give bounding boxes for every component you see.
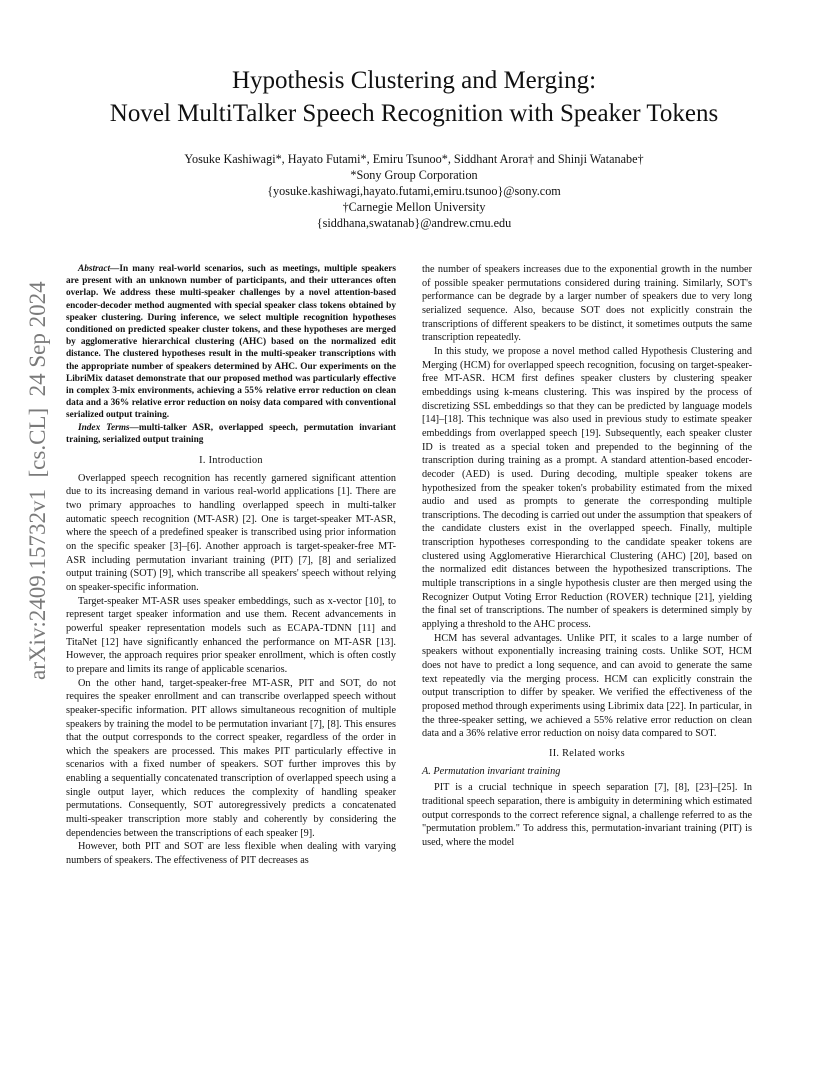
title-line-1: Hypothesis Clustering and Merging:	[231, 67, 597, 94]
arxiv-identifier-stamp	[18, 270, 52, 690]
section-heading-related-works: II. Related works	[549, 747, 625, 759]
author-block	[60, 151, 768, 231]
left-column	[66, 263, 396, 868]
author-names: Yosuke Kashiwagi*, Hayato Futami*, Emiru Tsunoo*, Siddhant Arora† and Shinji Watanabe†	[184, 152, 644, 166]
intro-paragraph-7: HCM has several advantages. Unlike PIT, it scales to a large number of speakers without exponentially increasing training costs. Unlike SOT, HCM does not have to predict a long sequence, and can avoid to generate the same text repeatedly via the merging process. HCM can explicitly constrain the output transcription to differ by speaker. We verified the effectiveness of the proposed method through experiments using Librimix data [22]. In particular, in the three-speaker setting, we achieved a 55% relative error reduction on clean data and a 36% relative error reduction on noisy data compared to SOT.	[422, 632, 752, 740]
abstract	[66, 263, 396, 422]
subsection-heading-pit: A. Permutation invariant training	[422, 765, 561, 777]
related-paragraph-1: PIT is a crucial technique in speech separation [7], [8], [23]–[25]. In traditional speech separation, there is ambiguity in determining which estimated output corresponds to the correct reference signal, a challenge referred to as the "permutation problem." To address this, permutation-invariant training (PIT) is used, where the model	[422, 782, 752, 848]
title-line-2: Novel MultiTalker Speech Recognition with Speaker Tokens	[109, 100, 719, 127]
section-heading-introduction: I. Introduction	[199, 455, 263, 467]
email-cmu: {siddhana,swatanab}@andrew.cmu.edu	[316, 216, 512, 230]
email-sony: {yosuke.kashiwagi,hayato.futami,emiru.tsunoo}@sony.com	[267, 184, 561, 198]
paper-title	[60, 64, 768, 130]
arxiv-id-text: arXiv:2409.15732v1 [cs.CL] 24 Sep 2024	[25, 281, 50, 680]
affiliation-sony: *Sony Group Corporation	[350, 168, 478, 182]
affiliation-cmu: †Carnegie Mellon University	[342, 200, 486, 214]
intro-paragraph-4: However, both PIT and SOT are less flexible when dealing with varying numbers of speakers. The effectiveness of PIT decreases as	[66, 841, 396, 867]
index-terms	[66, 422, 396, 446]
intro-paragraph-5: the number of speakers increases due to the exponential growth in the number of possible speaker permutations considered during training. Similarly, SOT's performance can be degrade by a larger number of speakers due to very long serialized sequence. Also, because SOT does not explicitly constrain the transcriptions of different speakers to be distinct, it sometimes outputs the same transcription repeatedly.	[422, 264, 752, 344]
intro-paragraph-3: On the other hand, target-speaker-free MT-ASR, PIT and SOT, do not requires the speaker enrollment and can transcribe overlapped speech without speaker-specific information. PIT allows simultaneous recognition of multiple speakers by training the model to be permutation invariant [7], [8]. This ensures that the output corresponds to the correct speaker, regardless of the order in which the speakers are processed. This makes PIT particularly effective in scenarios with a fixed number of speakers. SOT further improves this by enabling a sequentially concatenated transcription of overlapped speech using a single output layer, which reduces the complexity of handling speaker permutations. Consequently, SOT autoregressively predicts a concatenated multi-speaker transcription more stably and coherently by considering the dependencies between the transcriptions of each speaker [9].	[66, 677, 396, 839]
abstract-label: Abstract—	[78, 264, 120, 274]
intro-paragraph-6: In this study, we propose a novel method called Hypothesis Clustering and Merging (HCM) for overlapped speech recognition, focusing on target-speaker-free MT-ASR. HCM first defines speaker clusters by clustering speaker embeddings using k-means clustering. This was inspired by the process of discretizing SSL embeddings so that they can be predicted by language models [14]–[18]. This technique was also used in previous study to estimate speaker embeddings from overlapped speech [19]. Subsequently, each speaker cluster ID is treated as a special token and prepended to the beginning of the transcription during training as a prompt. A standard attention-based encoder-decoder (AED) is used. During decoding, multiple speaker tokens are hypothesized from the speaker token's probability estimated from the mixed audio and used as prompts to generate the corresponding multiple transcriptions. The decoding is carried out under the assumption that speakers of the candidate clusters exist in the overlapped speech. Finally, multiple transcription hypotheses corresponding to the candidate speaker tokens are clustered using Agglomerative Hierarchical Clustering (AHC) [20], based on the normalized edit distances between the hypothesized transcriptions. The multiple transcriptions in a single hypothesis cluster are then merged using the Recognizer Output Voting Error Reduction (ROVER) technique [21], yielding the final set of transcriptions. The number of speakers is determined simply by applying a threshold to the AHC process.	[422, 345, 753, 631]
intro-paragraph-2: Target-speaker MT-ASR uses speaker embeddings, such as x-vector [10], to represent target speaker information and use them. Recent advancements in powerful speaker representation models such as ECAPA-TDNN [11] and TitaNet [12] have significantly enhanced the performance on MT-ASR [13]. However, the approach requires prior speaker enrollment, which is often costly to prepare and limits its range of applicable scenarios.	[66, 595, 396, 675]
index-terms-text: multi-talker ASR, overlapped speech, permutation invariant training, serialized output training	[66, 422, 396, 445]
abstract-text: In many real-world scenarios, such as meetings, multiple speakers are present with an unknown number of participants, and their utterances often overlap. We address these multi-speaker challenges by a novel attention-based encoder-decoder method augmented with special speaker class tokens obtained by speaker clustering. During inference, we select multiple recognition hypotheses conditioned on predicted speaker cluster tokens, and these hypotheses are merged by agglomerative hierarchical clustering (AHC) based on the normalized edit distance. The clustered hypotheses result in the multi-speaker transcriptions with the appropriate number of speakers determined by AHC. Our experiments on the LibriMix dataset demonstrate that our proposed method was particularly effective in complex 3-mix environments, achieving a 55% relative error reduction on clean data and a 36% relative error reduction on noisy data compared with conventional serialized output training.	[66, 264, 396, 421]
right-column	[422, 263, 752, 850]
index-terms-label: Index Terms—	[78, 422, 139, 433]
intro-paragraph-1: Overlapped speech recognition has recently garnered significant attention due to its increasing demand in various real-world applications [1]. There are two primary approaches to handling overlapped speech in multi-talker automatic speech recognition (MT-ASR) [2]. One is target-speaker MT-ASR, where the speech of a predefined speaker is transcribed using prior information on the specific speaker [3]–[6]. Another approach is target-speaker-free MT-ASR including permutation invariant training (PIT) [7], [8] and serialized output training (SOT) [9], which transcribe all speakers' speech without relying on speaker-specific information.	[66, 472, 396, 593]
